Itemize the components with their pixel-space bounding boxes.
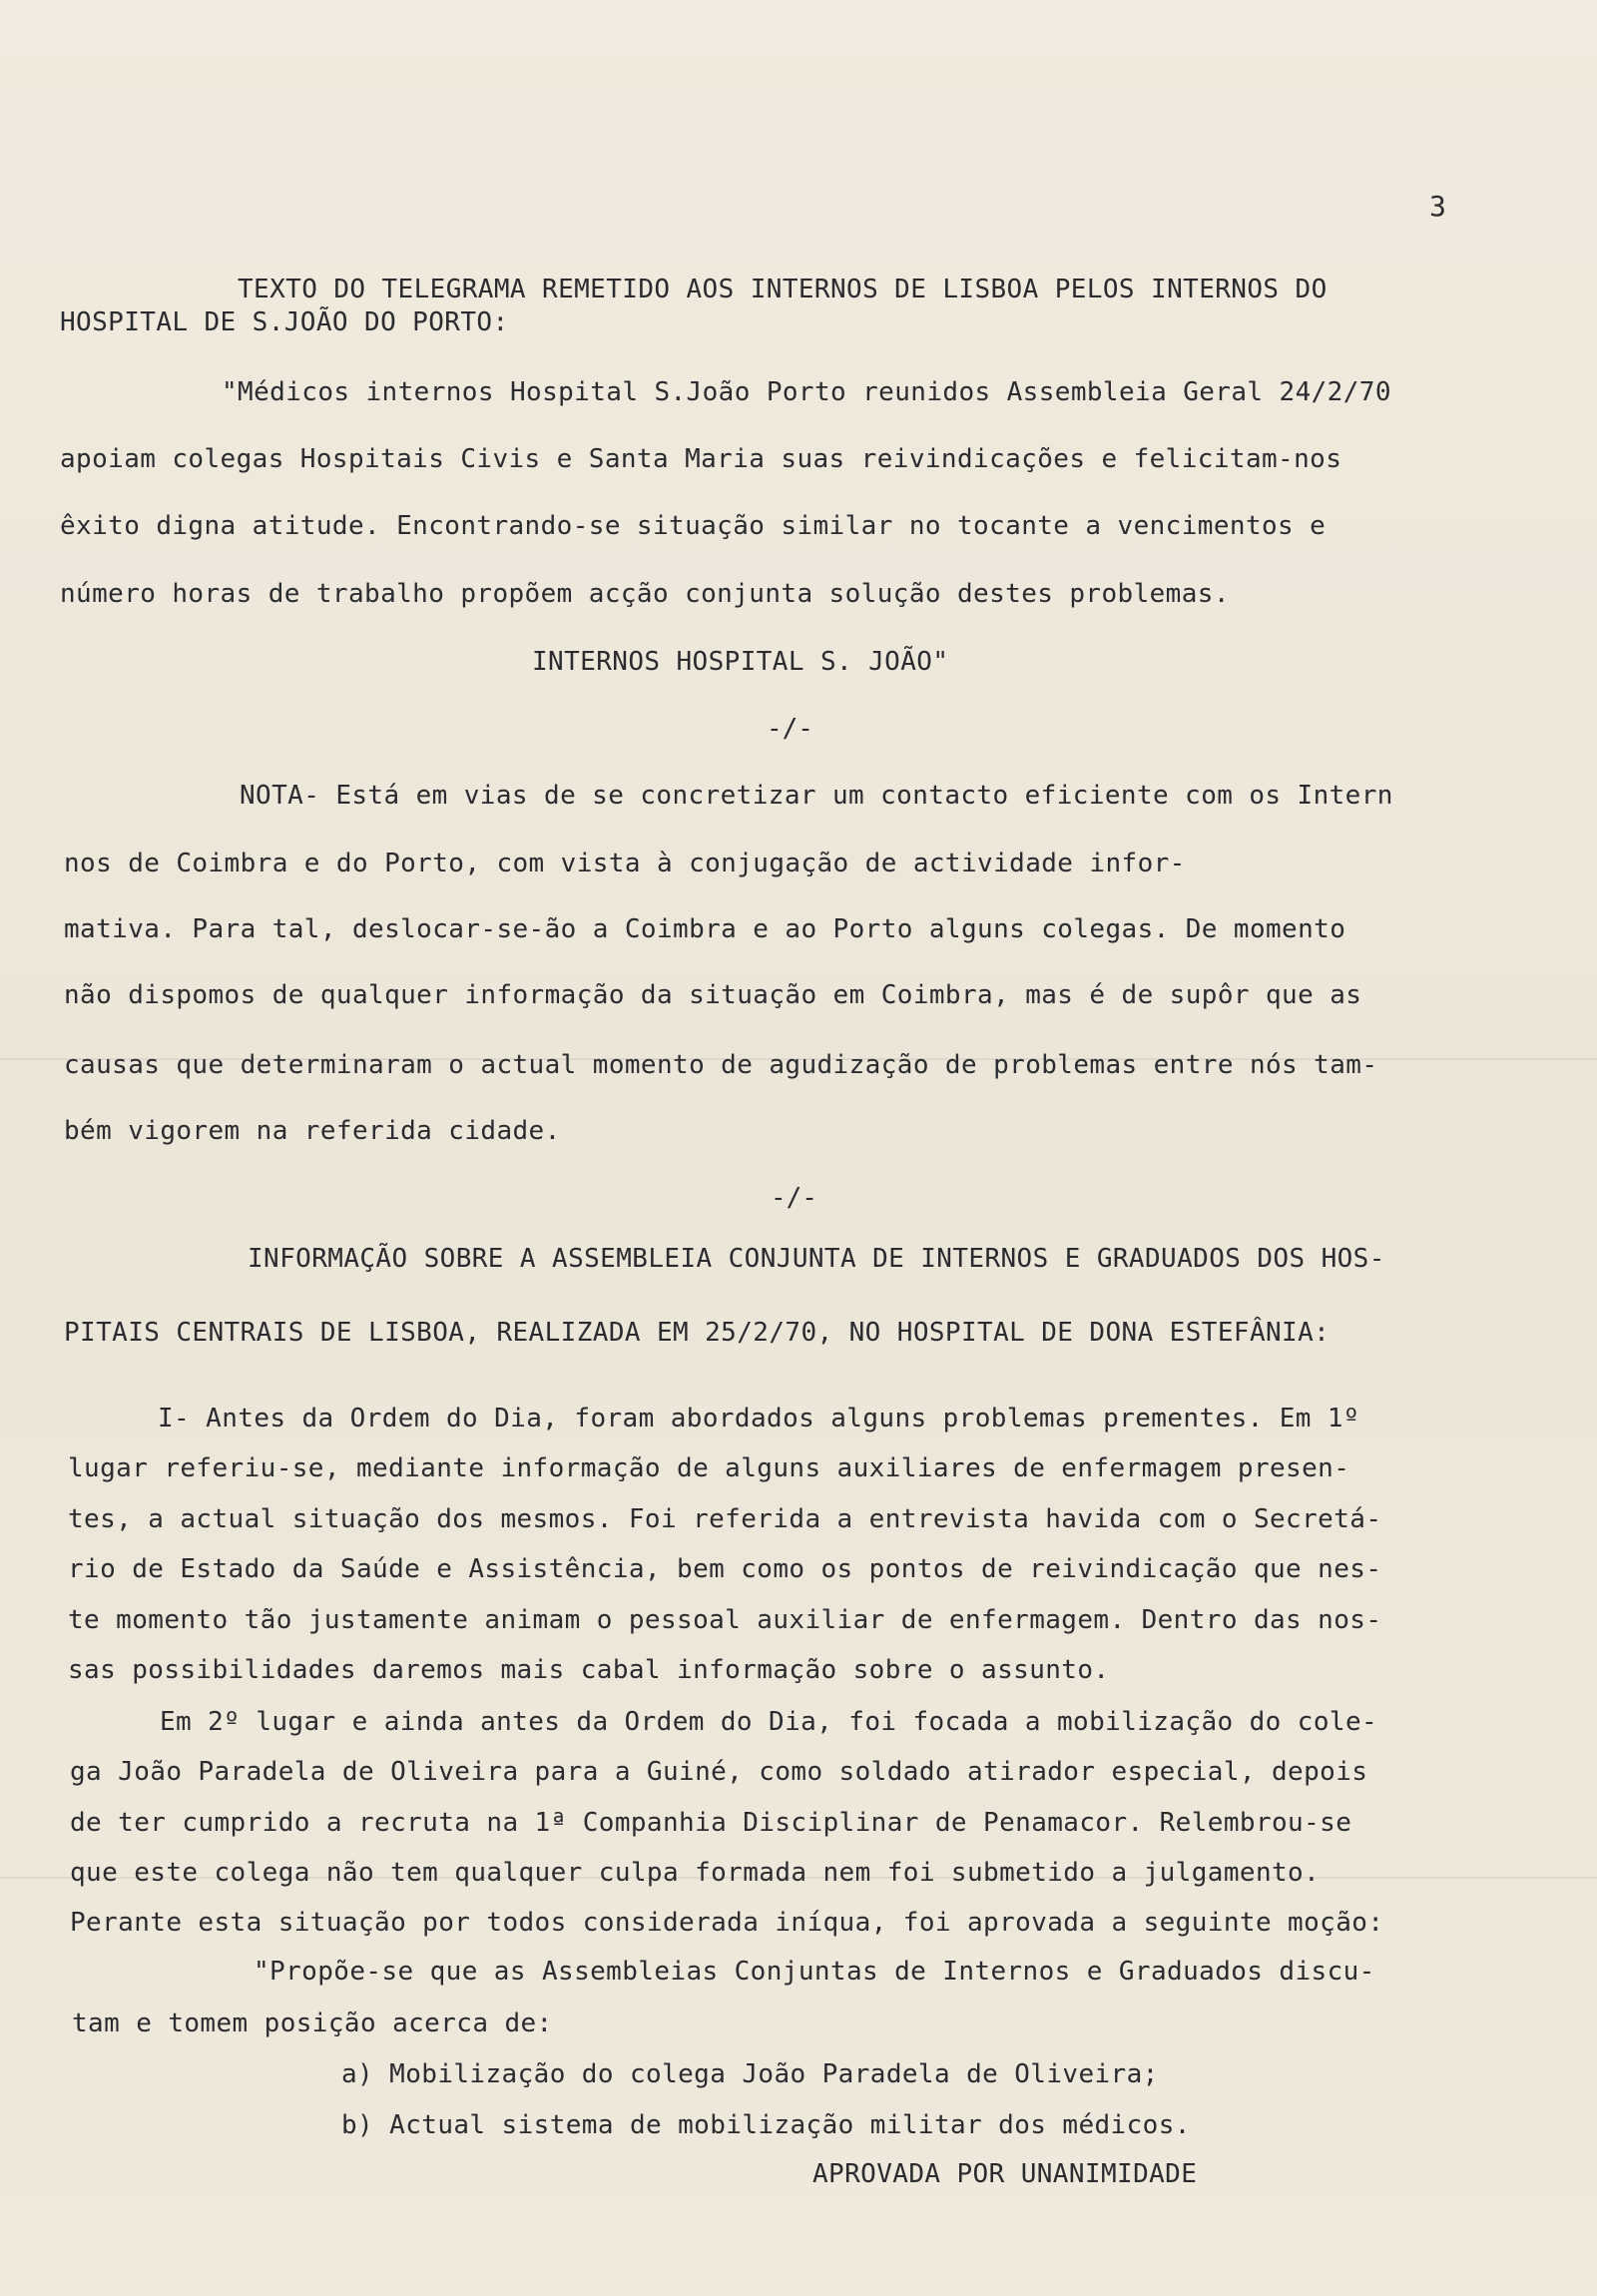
- motion-line: "Propõe-se que as Assembleias Conjuntas de Internos e Graduados discu-: [254, 1957, 1375, 1987]
- page-number: 3: [1429, 190, 1446, 223]
- paragraph-line: rio de Estado da Saúde e Assistência, bem como os pontos de reivindicação que nes-: [68, 1554, 1382, 1584]
- informacao-heading-line: INFORMAÇÃO SOBRE A ASSEMBLEIA CONJUNTA DE INTERNOS E GRADUADOS DOS HOS-: [248, 1244, 1385, 1274]
- nota-line: causas que determinaram o actual momento de agudização de problemas entre nós tam-: [64, 1050, 1378, 1080]
- nota-line: nos de Coimbra e do Porto, com vista à conjugação de actividade infor-: [64, 849, 1186, 878]
- section-separator: -/-: [767, 714, 813, 744]
- motion-line: tam e tomem posição acerca de:: [72, 2009, 553, 2038]
- paragraph-line: tes, a actual situação dos mesmos. Foi referida a entrevista havida com o Secretá-: [68, 1504, 1382, 1534]
- telegram-body-line: apoiam colegas Hospitais Civis e Santa Maria suas reivindicações e felicitam-nos: [60, 444, 1342, 474]
- motion-item: a) Mobilização do colega João Paradela de Oliveira;: [341, 2059, 1159, 2089]
- nota-line: mativa. Para tal, deslocar-se-ão a Coimbra e ao Porto alguns colegas. De momento: [64, 914, 1346, 944]
- telegram-body-line: "Médicos internos Hospital S.João Porto reunidos Assembleia Geral 24/2/70: [222, 377, 1391, 407]
- paragraph-line: ga João Paradela de Oliveira para a Guiné, como soldado atirador especial, depois: [70, 1757, 1368, 1787]
- nota-line: NOTA- Está em vias de se concretizar um contacto eficiente com os Intern: [240, 781, 1393, 811]
- telegram-heading-line: TEXTO DO TELEGRAMA REMETIDO AOS INTERNOS DE LISBOA PELOS INTERNOS DO: [238, 275, 1328, 304]
- paragraph-line: lugar referiu-se, mediante informação de alguns auxiliares de enfermagem presen-: [68, 1453, 1350, 1483]
- informacao-heading-line: PITAIS CENTRAIS DE LISBOA, REALIZADA EM 25/2/70, NO HOSPITAL DE DONA ESTEFÂNIA:: [64, 1318, 1331, 1348]
- nota-line: não dispomos de qualquer informação da situação em Coimbra, mas é de supôr que as: [64, 980, 1362, 1010]
- approval-stamp-text: APROVADA POR UNANIMIDADE: [812, 2159, 1198, 2189]
- paragraph-line: Em 2º lugar e ainda antes da Ordem do Dia, foi focada a mobilização do cole-: [160, 1707, 1378, 1737]
- paragraph-line: sas possibilidades daremos mais cabal informação sobre o assunto.: [68, 1655, 1110, 1685]
- paragraph-line: Perante esta situação por todos considerada iníqua, foi aprovada a seguinte moção:: [70, 1908, 1384, 1938]
- paragraph-line: de ter cumprido a recruta na 1ª Companhia Disciplinar de Penamacor. Relembrou-se: [70, 1808, 1352, 1838]
- telegram-body-line: número horas de trabalho propõem acção conjunta solução destes problemas.: [60, 579, 1230, 609]
- telegram-body-line: êxito digna atitude. Encontrando-se situação similar no tocante a vencimentos e: [60, 511, 1327, 541]
- telegram-signature: INTERNOS HOSPITAL S. JOÃO": [532, 647, 949, 677]
- paragraph-line: que este colega não tem qualquer culpa formada nem foi submetido a julgamento.: [70, 1858, 1321, 1888]
- paragraph-line: I- Antes da Ordem do Dia, foram abordados alguns problemas prementes. Em 1º: [158, 1404, 1359, 1434]
- paragraph-line: te momento tão justamente animam o pessoal auxiliar de enfermagem. Dentro das nos-: [68, 1605, 1382, 1635]
- telegram-heading-line: HOSPITAL DE S.JOÃO DO PORTO:: [60, 307, 509, 337]
- motion-item: b) Actual sistema de mobilização militar dos médicos.: [341, 2110, 1191, 2140]
- section-separator: -/-: [771, 1183, 817, 1213]
- nota-line: bém vigorem na referida cidade.: [64, 1116, 561, 1146]
